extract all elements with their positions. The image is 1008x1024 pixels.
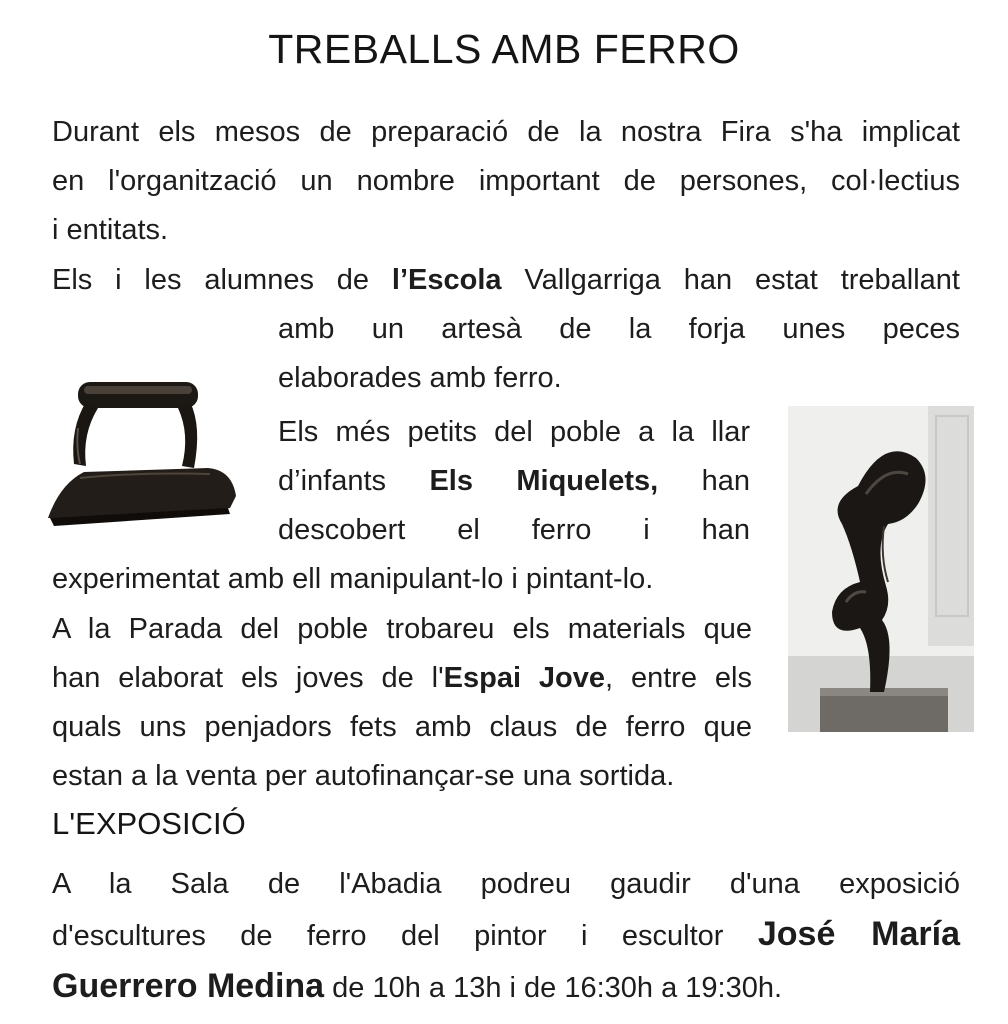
nursery-paragraph: [278, 408, 750, 555]
text-line: [52, 962, 960, 1013]
text-line: A la Sala de l'Abadia podreu gaudir d'una exposició: [52, 868, 960, 900]
text-line: [278, 457, 750, 506]
text-line: Durant els mesos de preparació de la nostra Fira s'ha implicat: [52, 116, 960, 148]
artist-name-first: José María: [757, 915, 960, 953]
text-span: han: [658, 465, 750, 497]
school-name-bold: l’Escola: [391, 264, 502, 296]
text-line: experimentat amb ell manipulant-lo i pintant-lo.: [52, 563, 654, 595]
text-line: amb un artesà de la forja unes peces: [278, 313, 960, 345]
youth-space-bold: Espai Jove: [443, 662, 605, 694]
text-span: d’infants: [278, 465, 430, 497]
text-line: A la Parada del poble trobareu els materials que: [52, 613, 752, 645]
text-span: d'escultures de ferro del pintor i escultor: [52, 920, 758, 952]
school-name: Vallgarriga: [524, 264, 661, 296]
youth-paragraph: [52, 605, 752, 801]
text-line: [52, 910, 960, 961]
school-paragraph-cont: [278, 305, 960, 403]
intro-paragraph: [52, 108, 960, 255]
text-line: descobert el ferro i han: [278, 514, 750, 546]
text-line: quals uns penjadors fets amb claus de ferro que: [52, 711, 752, 743]
old-flat-iron-image: [40, 368, 240, 530]
text-span: han estat treballant: [660, 264, 960, 296]
nursery-name-bold: Els Miquelets,: [429, 465, 659, 497]
text-span: , entre els: [605, 662, 753, 694]
section-heading: L'EXPOSICIÓ: [52, 806, 246, 841]
text-span: han elaborat els joves de l': [52, 662, 444, 694]
page-title: TREBALLS AMB FERRO: [268, 26, 740, 72]
text-line: i entitats.: [52, 214, 169, 246]
text-line: [52, 654, 752, 703]
text-line: elaborades amb ferro.: [278, 362, 562, 394]
schedule-text: de 10h a 13h i de 16:30h a 19:30h.: [324, 972, 783, 1004]
school-paragraph-line: [52, 256, 960, 305]
text-span: Els i les alumnes de: [52, 264, 392, 296]
text-line: en l'organització un nombre important de persones, col·lectius: [52, 165, 960, 197]
text-line: estan a la venta per autofinançar-se una sortida.: [52, 760, 675, 792]
artist-name-last: Guerrero Medina: [52, 967, 325, 1005]
text-line: Els més petits del poble a la llar: [278, 416, 750, 448]
iron-sculpture-image: [788, 406, 974, 732]
